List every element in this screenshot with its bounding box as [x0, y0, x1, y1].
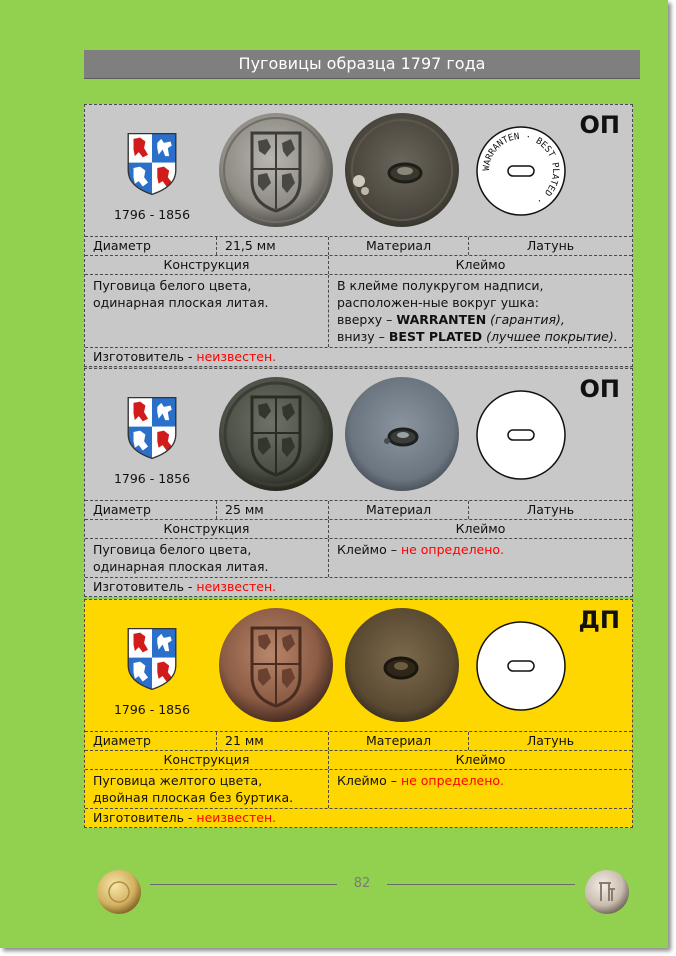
page-title: Пуговицы образца 1797 года [84, 50, 640, 79]
maker-value: неизвестен. [196, 349, 277, 364]
hallmark-text [328, 275, 632, 347]
description-row [85, 769, 632, 808]
hallmark-bottom-prefix: внизу – [337, 329, 389, 344]
footer-silver-button-icon [584, 869, 630, 915]
footer-gold-button-icon [96, 869, 142, 915]
button-type-code: ОП [579, 111, 620, 139]
spec-row [85, 500, 632, 519]
hallmark-text [328, 539, 632, 577]
construction-text: Пуговица белого цвета, одинарная плоская литая. [93, 542, 269, 574]
footer-line-right [387, 884, 575, 885]
construction-header: Конструкция [163, 521, 250, 536]
material-value: Латунь [468, 237, 632, 255]
button-back-photo [343, 111, 461, 229]
construction-header: Конструкция [163, 752, 250, 767]
hallmark-header: Клеймо [328, 520, 632, 538]
maker-label: Изготовитель - [93, 579, 197, 594]
hallmark-header: Клеймо [328, 751, 632, 769]
maker-row [85, 347, 632, 366]
hallmark-top-note: (гарантия), [490, 312, 565, 327]
spec-row [85, 236, 632, 255]
header-row [85, 519, 632, 538]
coat-of-arms-icon [123, 131, 181, 197]
header-row [85, 255, 632, 274]
years-label: 1796 - 1856 [113, 702, 191, 717]
button-front-photo [217, 606, 335, 724]
button-type-code: ДП [578, 606, 620, 634]
maker-value: неизвестен. [196, 810, 277, 825]
material-label: Материал [328, 237, 468, 255]
hallmark-value: не определено. [400, 773, 505, 788]
hallmark-bottom-word: BEST PLATED [388, 329, 483, 344]
maker-value: неизвестен. [196, 579, 277, 594]
hallmark-header: Клеймо [328, 256, 632, 274]
hallmark-value: не определено. [400, 542, 505, 557]
construction-text: Пуговица белого цвета, одинарная плоская литая. [93, 278, 269, 310]
spec-row [85, 731, 632, 750]
maker-row [85, 577, 632, 596]
hallmark-intro: В клейме полукругом надписи, расположен-ные вокруг ушка: [337, 278, 544, 310]
description-row [85, 538, 632, 577]
maker-label: Изготовитель - [93, 810, 197, 825]
diameter-label: Диаметр [93, 238, 151, 253]
button-back-photo [343, 375, 461, 493]
hallmark-prefix: Клеймо – [337, 773, 401, 788]
hallmark-top-prefix: вверху – [337, 312, 397, 327]
button-type-code: ОП [579, 375, 620, 403]
coat-of-arms-icon [123, 626, 181, 692]
construction-text: Пуговица желтого цвета, двойная плоская без буртика. [93, 773, 294, 805]
footer-line-left [150, 884, 337, 885]
button-card-1 [84, 104, 633, 367]
diameter-label: Диаметр [93, 733, 151, 748]
button-card-3 [84, 599, 633, 828]
button-back-photo [343, 606, 461, 724]
construction-header: Конструкция [163, 257, 250, 272]
material-value: Латунь [468, 732, 632, 750]
hallmark-text [328, 770, 632, 808]
material-label: Материал [328, 501, 468, 519]
hallmark-stamp-text: WARRANTEN · BEST PLATED · [481, 131, 561, 206]
maker-label: Изготовитель - [93, 349, 197, 364]
years-label: 1796 - 1856 [113, 207, 191, 222]
diameter-value: 25 мм [216, 501, 328, 519]
diameter-label: Диаметр [93, 502, 151, 517]
description-row [85, 274, 632, 347]
hallmark-drawing [475, 125, 567, 217]
years-label: 1796 - 1856 [113, 471, 191, 486]
diameter-value: 21,5 мм [216, 237, 328, 255]
hallmark-bottom-note: (лучшее покрытие). [486, 329, 618, 344]
diameter-value: 21 мм [216, 732, 328, 750]
button-front-photo [217, 111, 335, 229]
button-front-photo [217, 375, 335, 493]
material-label: Материал [328, 732, 468, 750]
hallmark-drawing [475, 620, 567, 712]
header-row [85, 750, 632, 769]
material-value: Латунь [468, 501, 632, 519]
page-number: 82 [353, 876, 371, 891]
maker-row [85, 808, 632, 827]
coat-of-arms-icon [123, 395, 181, 461]
hallmark-drawing [475, 389, 567, 481]
hallmark-prefix: Клеймо – [337, 542, 401, 557]
button-card-2 [84, 368, 633, 597]
hallmark-top-word: WARRANTEN [396, 312, 487, 327]
